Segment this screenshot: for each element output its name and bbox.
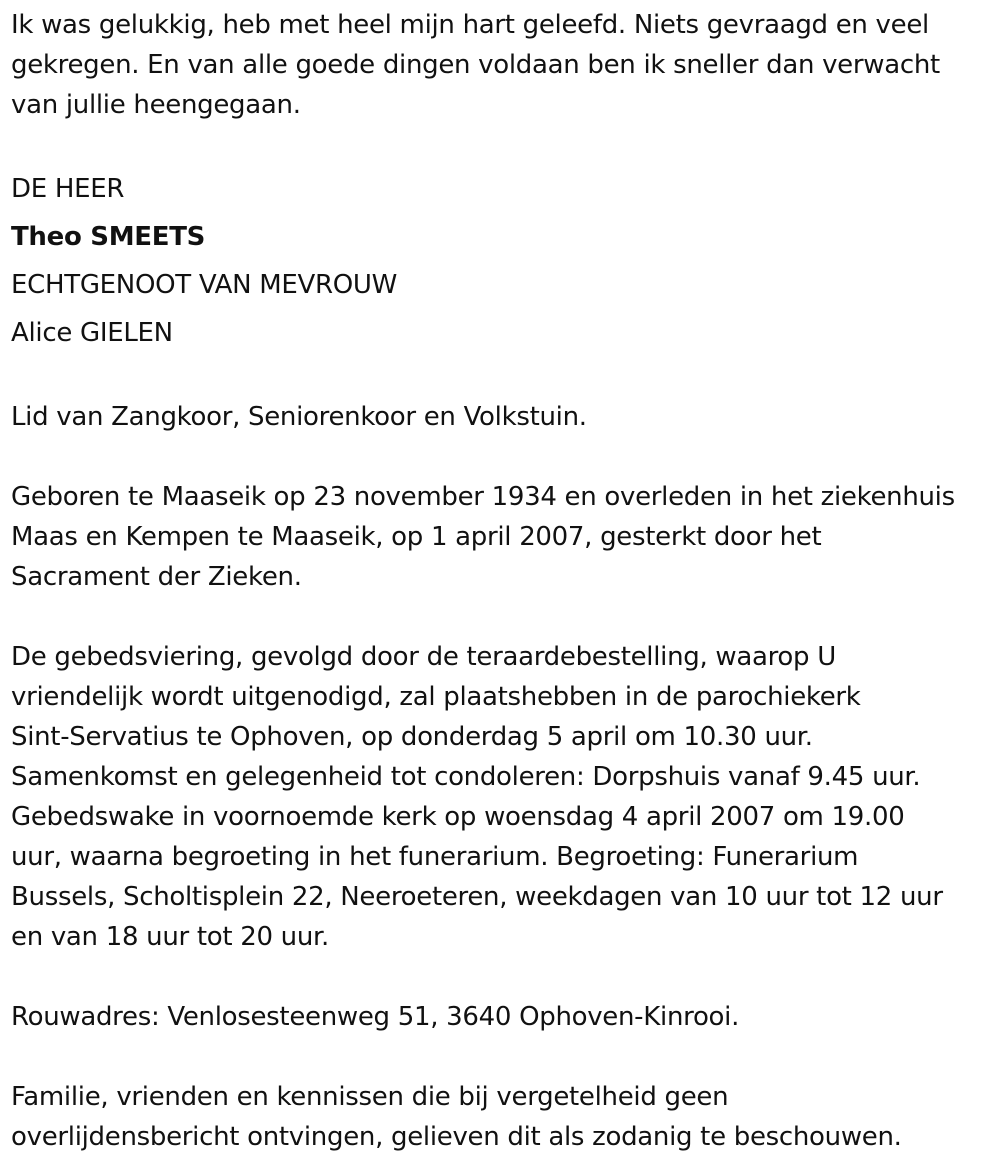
poem-paragraph <box>11 5 991 125</box>
closing-line: Familie, vrienden en kennissen die bij vergetelheid geen <box>11 1082 729 1112</box>
service-line: en van 18 uur tot 20 uur. <box>11 922 329 952</box>
heading-block <box>11 165 991 357</box>
birth-death-line: Geboren te Maaseik op 23 november 1934 en overleden in het ziekenhuis <box>11 482 955 512</box>
poem-line: van jullie heengegaan. <box>11 90 301 120</box>
membership-paragraph <box>11 397 991 437</box>
service-paragraph <box>11 637 991 957</box>
spacer <box>11 125 991 165</box>
obituary-notice <box>11 5 991 1157</box>
service-line: De gebedsviering, gevolgd door de teraardebestelling, waarop U <box>11 642 836 672</box>
birth-death-line: Maas en Kempen te Maaseik, op 1 april 2007, gesterkt door het <box>11 522 822 552</box>
spacer <box>11 1037 991 1077</box>
birth-death-line: Sacrament der Zieken. <box>11 562 302 592</box>
service-line: Samenkomst en gelegenheid tot condoleren: Dorpshuis vanaf 9.45 uur. <box>11 762 921 792</box>
membership-line: Lid van Zangkoor, Seniorenkoor en Volkstuin. <box>11 402 587 432</box>
poem-line: gekregen. En van alle goede dingen voldaan ben ik sneller dan verwacht <box>11 50 940 80</box>
address-line: Rouwadres: Venlosesteenweg 51, 3640 Ophoven-Kinrooi. <box>11 1002 740 1032</box>
spacer <box>11 597 991 637</box>
closing-paragraph <box>11 1077 991 1157</box>
spouse-name: Alice GIELEN <box>11 318 173 348</box>
birth-death-paragraph <box>11 477 991 597</box>
poem-line: Ik was gelukkig, heb met heel mijn hart geleefd. Niets gevraagd en veel <box>11 10 929 40</box>
address-paragraph <box>11 997 991 1037</box>
service-line: Bussels, Scholtisplein 22, Neeroeteren, weekdagen van 10 uur tot 12 uur <box>11 882 943 912</box>
service-line: uur, waarna begroeting in het funerarium. Begroeting: Funerarium <box>11 842 859 872</box>
closing-line: overlijdensbericht ontvingen, gelieven dit als zodanig te beschouwen. <box>11 1122 902 1152</box>
deceased-name: Theo SMEETS <box>11 222 206 252</box>
service-line: Sint-Servatius te Ophoven, op donderdag 5 april om 10.30 uur. <box>11 722 813 752</box>
spouse-title: ECHTGENOOT VAN MEVROUW <box>11 270 398 300</box>
spacer <box>11 437 991 477</box>
spacer <box>11 357 991 397</box>
salutation: DE HEER <box>11 174 125 204</box>
spacer <box>11 957 991 997</box>
service-line: Gebedswake in voornoemde kerk op woensdag 4 april 2007 om 19.00 <box>11 802 905 832</box>
service-line: vriendelijk wordt uitgenodigd, zal plaatshebben in de parochiekerk <box>11 682 861 712</box>
